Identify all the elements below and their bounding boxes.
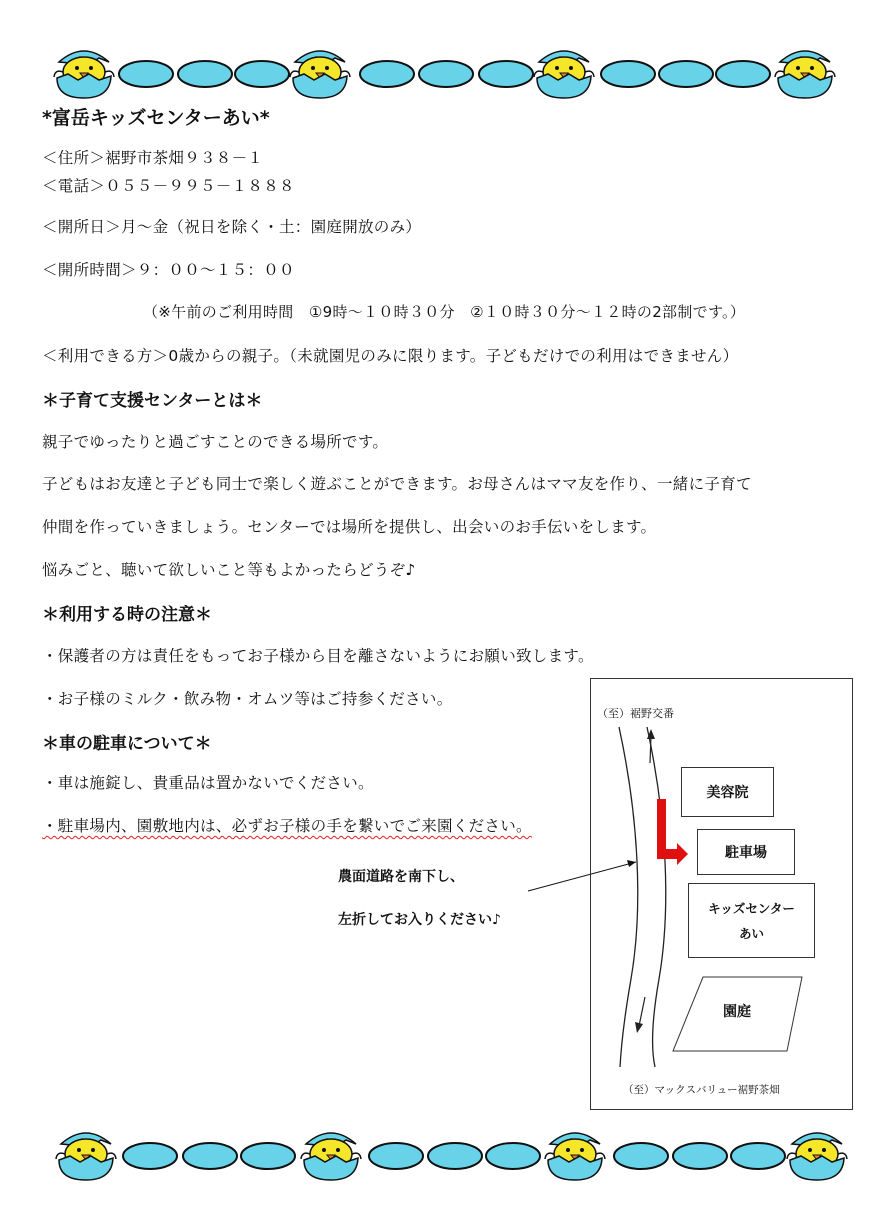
about-line: 仲間を作っていきましょう。センターでは場所を提供し、出会いのお手伝いをします。 (42, 518, 657, 536)
directions-line: 左折してお入りください♪ (338, 912, 501, 928)
page-title: *富岳キッズセンターあい* (42, 107, 270, 129)
chick-in-egg-icon (775, 51, 835, 98)
address-line: ＜住所＞裾野市茶畑９３８－１ (42, 149, 264, 167)
open-hours-line: ＜開所時間＞９：００～１５：００ (42, 261, 295, 279)
chick-in-egg-icon (301, 1133, 361, 1180)
open-days-line: ＜開所日＞月～金（祝日を除く・土：園庭開放のみ） (42, 218, 422, 236)
chick-in-egg-icon (787, 1133, 847, 1180)
chick-in-egg-icon (56, 1133, 116, 1180)
caution-item: ・保護者の方は責任をもってお子様から目を離さないようにお願い致します。 (42, 647, 594, 665)
chick-in-egg-icon (54, 51, 114, 98)
blue-egg-icon (614, 1143, 668, 1169)
blue-egg-icon (360, 61, 414, 87)
top-chick-border (0, 38, 889, 108)
eligibility-line: ＜利用できる方＞0歳からの親子。（未就園児のみに限ります。子どもだけでの利用はできません） (42, 347, 739, 365)
chick-in-egg-icon (534, 51, 594, 98)
blue-egg-icon (419, 61, 473, 87)
blue-egg-icon (178, 61, 232, 87)
about-heading: ＊子育て支援センターとは＊ (42, 391, 263, 411)
access-map (590, 678, 853, 1110)
about-line: 悩みごと、聴いて欲しいこと等もよかったらどうぞ♪ (42, 561, 416, 579)
blue-egg-icon (731, 1143, 785, 1169)
garden-label: 園庭 (723, 1004, 751, 1020)
caution-item: ・お子様のミルク・飲み物・オムツ等はご持参ください。 (42, 690, 453, 708)
morning-note-line: （※午前のご利用時間 ①9時～１０時３０分 ②１０時３０分～１２時の2部制です。） (143, 303, 746, 321)
blue-egg-icon (241, 1143, 295, 1169)
kids-center-name-suffix: あい (738, 925, 764, 941)
blue-egg-icon (716, 61, 770, 87)
blue-egg-icon (428, 1143, 482, 1169)
kids-center-building (688, 883, 815, 958)
parking-item: ・車は施錠し、貴重品は置かないでください。 (42, 774, 374, 792)
blue-egg-icon (119, 61, 173, 87)
chick-border-graphic (0, 38, 889, 108)
chick-in-egg-icon (545, 1133, 605, 1180)
kids-center-name: キッズセンター (708, 900, 795, 916)
beauty-salon-building: 美容院 (681, 767, 774, 817)
chick-border-graphic (0, 1120, 889, 1190)
blue-egg-icon (369, 1143, 423, 1169)
map-bottom-label: （至）マックスバリュー裾野茶畑 (623, 1084, 780, 1096)
parking-item-underlined: ・駐車場内、園敷地内は、必ずお子様の手を繋いでご来園ください。 (42, 817, 532, 835)
blue-egg-icon (601, 61, 655, 87)
phone-line: ＜電話＞０５５－９９５－１８８８ (42, 177, 295, 195)
parking-lot-building: 駐車場 (697, 829, 795, 875)
parking-heading: ＊車の駐車について＊ (42, 734, 212, 754)
south-arrow-icon (635, 1022, 643, 1033)
blue-egg-icon (123, 1143, 177, 1169)
cautions-heading: ＊利用する時の注意＊ (42, 605, 212, 625)
blue-egg-icon (486, 1143, 540, 1169)
directions-line: 農面道路を南下し、 (338, 869, 464, 885)
chick-in-egg-icon (290, 51, 350, 98)
about-line: 親子でゆったりと過ごすことのできる場所です。 (42, 433, 389, 451)
bottom-chick-border (0, 1120, 889, 1190)
blue-egg-icon (479, 61, 533, 87)
blue-egg-icon (235, 61, 289, 87)
blue-egg-icon (659, 61, 713, 87)
about-line: 子どもはお友達と子ども同士で楽しく遊ぶことができます。お母さんはママ友を作り、一緒に子育て (42, 475, 752, 493)
map-top-label: （至）裾野交番 (597, 707, 674, 720)
blue-egg-icon (183, 1143, 237, 1169)
blue-egg-icon (673, 1143, 727, 1169)
